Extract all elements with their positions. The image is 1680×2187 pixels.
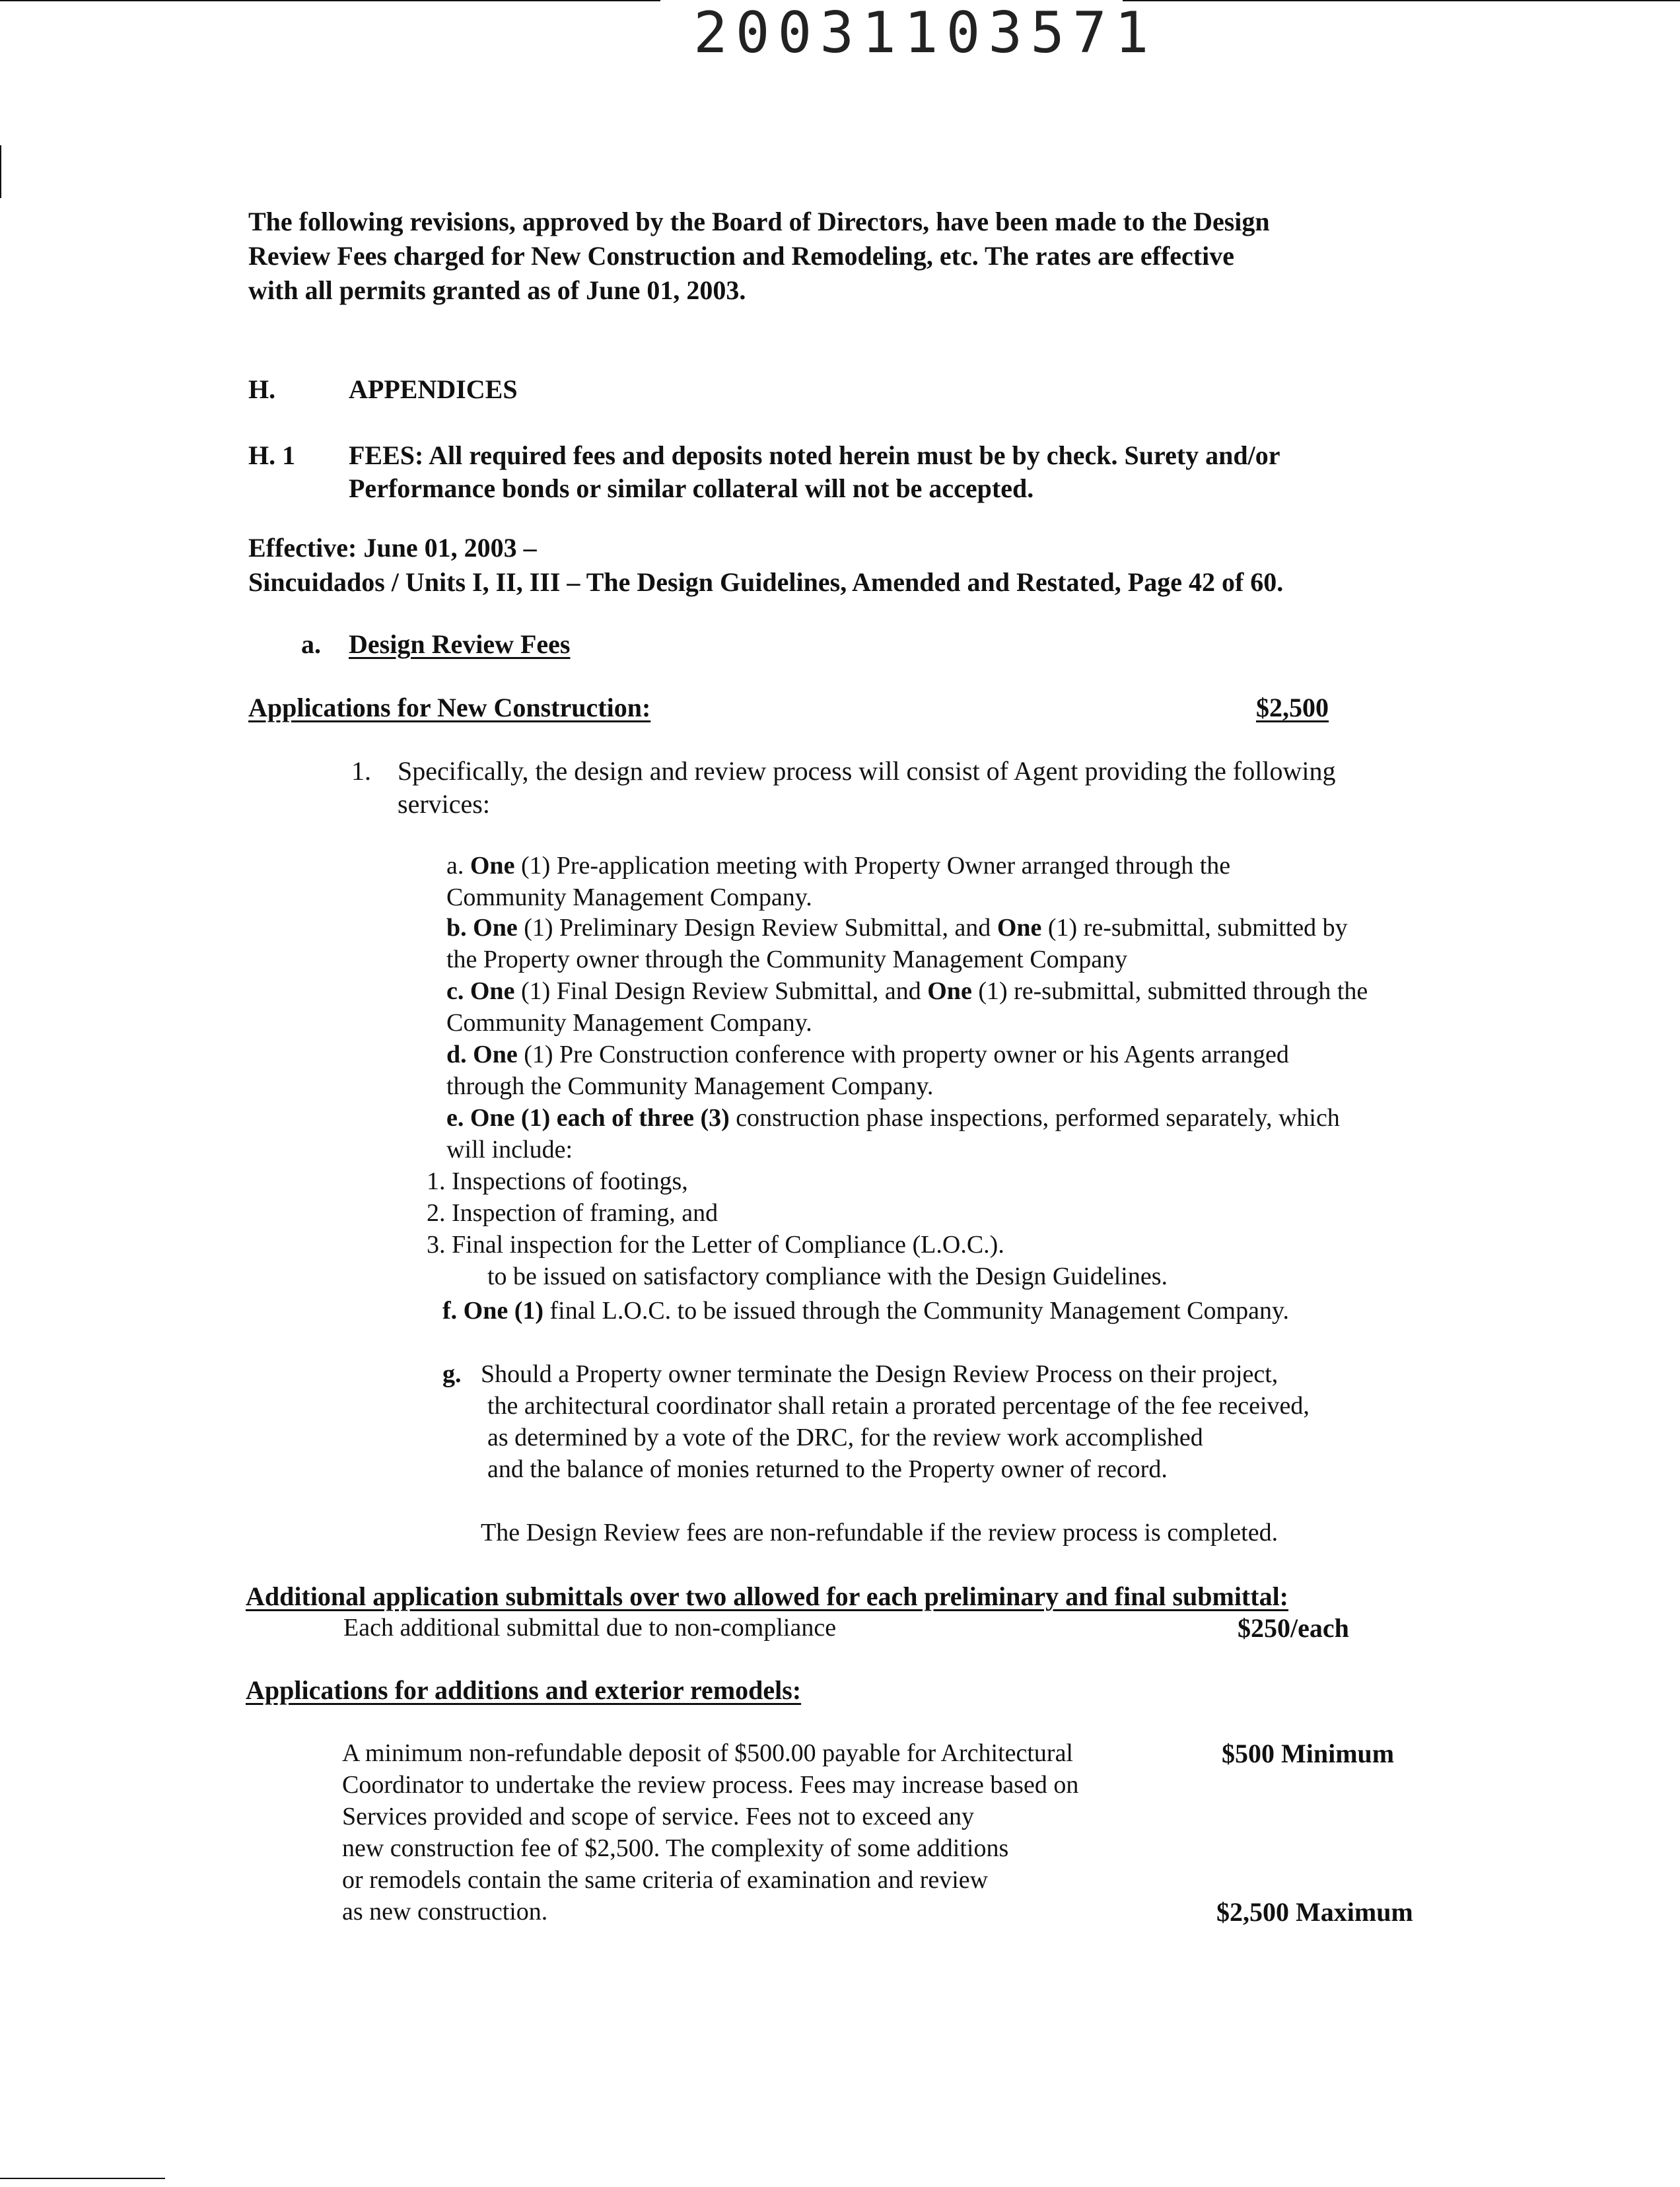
additions-line-2: Coordinator to undertake the review process. Fees may increase based on — [342, 1771, 1079, 1799]
service-f-text: final L.O.C. to be issued through the Community Management Company. — [543, 1297, 1289, 1325]
service-c-text: (1) re-submittal, submitted through the — [971, 977, 1368, 1005]
additions-line-4: new construction fee of $2,500. The complexity of some additions — [342, 1834, 1009, 1862]
additions-line-3: Services provided and scope of service. Fees not to exceed any — [342, 1803, 975, 1830]
additions-heading: Applications for additions and exterior remodels: — [246, 1675, 802, 1705]
item-line-2: services: — [398, 789, 490, 819]
subsection-line-1: FEES: All required fees and deposits noted herein must be by check. Surety and/or — [349, 440, 1280, 470]
top-right-scan-rule — [1123, 0, 1680, 1]
service-b-line-2: the Property owner through the Community Management Company — [446, 946, 1128, 973]
inspection-item-3: 3. Final inspection for the Letter of Compliance (L.O.C.). — [427, 1231, 1004, 1259]
service-f — [442, 1296, 1289, 1327]
additions-line-5: or remodels contain the same criteria of examination and review — [342, 1866, 989, 1894]
additions-max-fee: $2,500 Maximum — [1216, 1897, 1413, 1927]
service-c-letter: c. — [446, 977, 464, 1005]
new-construction-fee: $2,500 — [1256, 693, 1329, 722]
service-d-line-2: through the Community Management Company. — [446, 1072, 934, 1100]
service-a — [446, 850, 1230, 882]
service-e-letter: e. — [446, 1104, 464, 1132]
inspection-item-1: 1. Inspections of footings, — [427, 1167, 688, 1195]
service-a-letter: a. — [446, 852, 464, 880]
additions-min-fee: $500 Minimum — [1222, 1739, 1395, 1768]
bottom-left-scan-rule — [0, 2178, 165, 2179]
effective-line-2: Sincuidados / Units I, II, III – The Design Guidelines, Amended and Restated, Page 42 of 60. — [248, 567, 1284, 597]
service-b-letter: b. — [446, 914, 467, 942]
service-g-line-2: the architectural coordinator shall retain a prorated percentage of the fee received, — [487, 1392, 1310, 1420]
service-g-line-3: as determined by a vote of the DRC, for the review work accomplished — [487, 1424, 1203, 1451]
service-c — [446, 976, 1368, 1007]
additional-submittals-fee: $250/each — [1238, 1613, 1349, 1643]
service-b-bold-2: One — [997, 914, 1042, 942]
design-review-letter: a. — [301, 629, 321, 659]
non-refundable-note: The Design Review fees are non-refundable if the review process is completed. — [481, 1519, 1278, 1546]
service-e-line-2: will include: — [446, 1136, 573, 1163]
item-number: 1. — [351, 756, 371, 786]
service-e — [446, 1103, 1340, 1134]
service-e-bold: One (1) each of three (3) — [470, 1104, 730, 1132]
new-construction-heading: Applications for New Construction: — [248, 693, 651, 722]
section-title: APPENDICES — [349, 374, 518, 404]
service-g-letter: g. — [442, 1360, 462, 1388]
design-review-title: Design Review Fees — [349, 629, 571, 659]
service-d-letter: d. — [446, 1041, 467, 1068]
subsection-number: H. 1 — [248, 440, 296, 470]
service-b-text: (1) re-submittal, submitted by — [1041, 914, 1348, 942]
service-c-mid: (1) Final Design Review Submittal, and — [514, 977, 928, 1005]
service-a-bold: One — [470, 852, 515, 880]
service-g-line-1: Should a Property owner terminate the Design Review Process on their project, — [481, 1360, 1278, 1388]
section-letter: H. — [248, 374, 276, 404]
document-number: 20031103571 — [693, 0, 1157, 66]
additional-submittals-line: Each additional submittal due to non-compliance — [343, 1614, 837, 1642]
service-a-line-2: Community Management Company. — [446, 884, 812, 911]
service-b-mid: (1) Preliminary Design Review Submittal, and — [517, 914, 997, 942]
additions-line-6: as new construction. — [342, 1898, 548, 1926]
service-a-text: (1) Pre-application meeting with Property Owner arranged through the — [514, 852, 1231, 880]
intro-line-3: with all permits granted as of June 01, 2003. — [248, 275, 746, 305]
service-b — [446, 913, 1348, 944]
top-left-scan-rule — [0, 0, 660, 1]
service-c-bold: One — [470, 977, 515, 1005]
intro-line-2: Review Fees charged for New Construction and Remodeling, etc. The rates are effective — [248, 241, 1234, 271]
service-e-text: construction phase inspections, performed separately, which — [729, 1104, 1340, 1132]
left-margin-mark — [0, 145, 1, 198]
service-c-line-2: Community Management Company. — [446, 1009, 812, 1037]
additions-line-1: A minimum non-refundable deposit of $500.00 payable for Architectural — [342, 1739, 1073, 1767]
service-f-letter: f. — [442, 1297, 458, 1325]
additional-submittals-heading: Additional application submittals over two allowed for each preliminary and final submittal: — [246, 1581, 1289, 1611]
service-b-bold: One — [473, 914, 518, 942]
service-d — [446, 1039, 1289, 1070]
service-d-bold: One — [473, 1041, 518, 1068]
intro-line-1: The following revisions, approved by the Board of Directors, have been made to the Design — [248, 207, 1270, 236]
service-d-text: (1) Pre Construction conference with property owner or his Agents arranged — [517, 1041, 1289, 1068]
service-c-bold-2: One — [927, 977, 972, 1005]
inspection-note: to be issued on satisfactory compliance with the Design Guidelines. — [487, 1263, 1168, 1290]
service-g-line-4: and the balance of monies returned to the Property owner of record. — [487, 1455, 1168, 1483]
effective-line-1: Effective: June 01, 2003 – — [248, 533, 537, 563]
subsection-line-2: Performance bonds or similar collateral will not be accepted. — [349, 473, 1034, 503]
inspection-item-2: 2. Inspection of framing, and — [427, 1199, 718, 1227]
item-line-1: Specifically, the design and review process will consist of Agent providing the following — [398, 756, 1336, 786]
service-f-bold: One (1) — [463, 1297, 544, 1325]
